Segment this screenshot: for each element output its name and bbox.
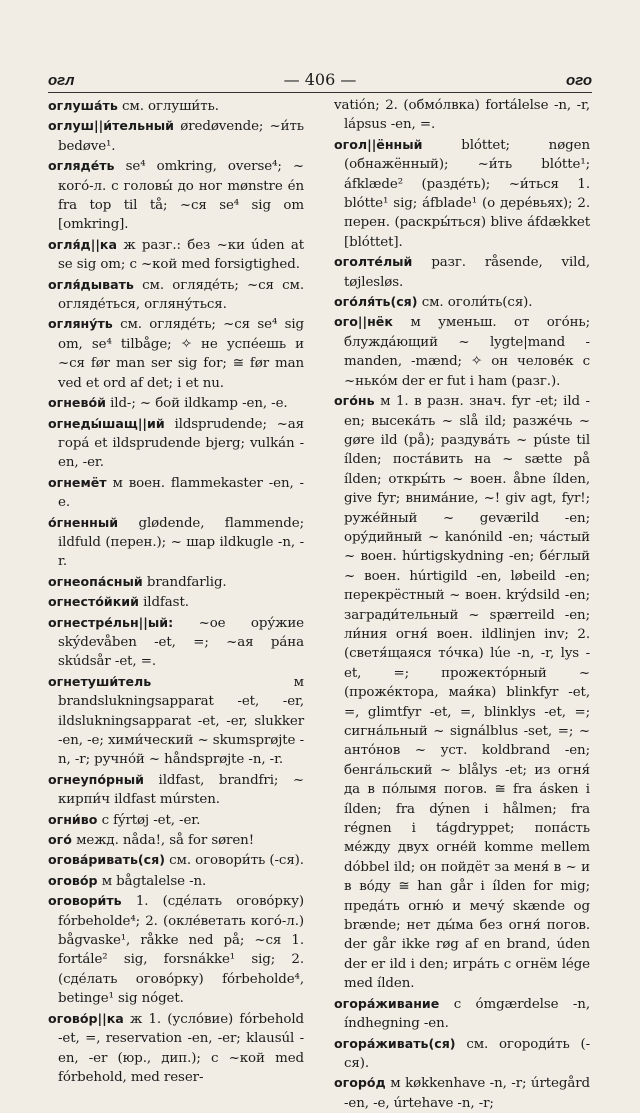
header-left-guideword: огл xyxy=(48,72,75,89)
page-number: — 406 — xyxy=(283,70,357,89)
entry-headword: оглуш||и́тельный xyxy=(48,118,175,134)
header-right-guideword: ого xyxy=(566,72,592,89)
dictionary-entry xyxy=(48,393,304,413)
dictionary-entry xyxy=(48,672,304,770)
dictionary-entry xyxy=(48,1009,304,1088)
entry-headword: огова́ривать(ся) xyxy=(48,852,165,868)
page-header xyxy=(48,66,592,92)
dictionary-entry xyxy=(334,1073,590,1113)
dictionary-entry xyxy=(48,613,304,672)
entry-definition: øredøvende; ~и́ть bedøve¹. xyxy=(58,119,304,154)
entry-definition: glødende, flammende; ildfuld (перен.); ~ шар ildkugle -n, -r. xyxy=(58,515,304,570)
entry-headword: огово́р xyxy=(48,872,98,888)
entry-definition: см. оговори́ть (-ся). xyxy=(169,853,304,869)
entry-definition: разг. råsende, vild, tøjlesløs. xyxy=(344,255,590,290)
entry-definition: см. оглуши́ть. xyxy=(121,99,219,114)
entry-definition: ild-; ~ бой ildkamp -en, -e. xyxy=(110,396,288,412)
entry-definition: м brandslukningsapparat -et, -er, ildslukningsapparat -et, -er, slukker -en, -e; хими́ческий ~ skumsprøjte -n, -r; ручно́й ~ håndsprøjte -n, -r. xyxy=(58,674,304,768)
entry-headword: огнеупо́рный xyxy=(48,771,144,787)
entry-definition: ildsprudende; ~ая гора́ et ildsprudende bjerg; vulkán -en, -er. xyxy=(58,416,304,471)
entry-headword: огляде́ть xyxy=(48,158,115,174)
dictionary-entry xyxy=(48,314,304,393)
right-column xyxy=(334,96,590,1111)
entry-definition: ildfast, brandfri; ~ кирпи́ч ildfast múrsten. xyxy=(58,772,304,808)
entry-definition: с ómgærdelse -n, índhegning -en. xyxy=(344,996,590,1032)
dictionary-entry xyxy=(48,830,304,850)
entry-definition: м уменьш. от ого́нь; блужда́ющий ~ lygte|mand -manden, -mænd; ✧ он челове́к с ~нько́м der er fut i ham (разг.). xyxy=(344,315,590,389)
entry-headword: оглуша́ть xyxy=(48,98,118,113)
dictionary-entry xyxy=(48,513,304,572)
entry-definition: 1. (сде́лать огово́рку) fórbeholde⁴; 2. (окле́ветать кого́-л.) bågvaske¹, råkke ned på; ~ся 1. fortále² sig, forsnákke¹ sig; 2. (сде́лать огово́рку) fórbeholde⁴, betinge¹ sig nóget. xyxy=(58,894,304,1007)
entry-definition: м køkkenhave -n, -r; úrtegård -en, -e, úrtehave -n, -r; xyxy=(344,1076,590,1111)
dictionary-entry xyxy=(48,96,304,116)
dictionary-entry xyxy=(48,414,304,473)
entry-headword: огол||ённый xyxy=(334,136,423,152)
entry-headword: огнеопа́сный xyxy=(48,573,143,589)
dictionary-entry xyxy=(334,1034,590,1074)
entry-definition: ж 1. (усло́вие) fórbehold -et, =, reservation -en, -er; klausúl -en, -er (юр., дип.); с ~кой med fórbehold, med reser- xyxy=(58,1011,304,1085)
dictionary-entry xyxy=(48,473,304,513)
entry-definition: ildfast. xyxy=(143,595,189,611)
entry-headword: огоро́д xyxy=(334,1075,386,1091)
dictionary-entry xyxy=(48,891,304,1008)
entry-definition: с fýrtøj -et, -er. xyxy=(101,812,201,828)
dictionary-entry xyxy=(334,252,590,292)
entry-definition: brandfarlig. xyxy=(146,574,227,590)
entry-headword: огнестре́льн||ый: xyxy=(48,614,174,630)
entry-headword: огнесто́йкий xyxy=(48,594,139,610)
dictionary-entry xyxy=(334,994,590,1034)
dictionary-entry xyxy=(334,292,590,312)
entry-definition: см. огляде́ть; ~ся se⁴ sig om, se⁴ tilbåge; ✧ не успе́ешь и ~ся før man ser sig for; ≅ før man ved et ord af det; i et nu. xyxy=(58,317,304,391)
entry-headword: огля́д||ка xyxy=(48,236,117,252)
dictionary-entry xyxy=(48,592,304,612)
dictionary-entry xyxy=(48,810,304,830)
entry-definition: se⁴ omkring, overse⁴; ~ кого́-л. с головы́ до ног mønstre én fra top til tå; ~ся se⁴ sig om [omkring]. xyxy=(58,159,304,233)
entry-headword: ого́нь xyxy=(334,393,375,409)
entry-headword: оголте́лый xyxy=(334,254,413,270)
entry-headword: оговори́ть xyxy=(48,893,122,909)
entry-headword: огляну́ть xyxy=(48,316,113,332)
entry-definition: м 1. в разн. знач. fyr -et; ild -en; высека́ть ~ slå ild; разже́чь ~ gøre ild (på); раздува́ть ~ púste til ílden; поста́вить на ~ sætte på ílden; откры́ть ~ воен. åbne ílden, give fyr; внима́ние, ~! giv agt, fyr!; руже́йный ~ geværild -en; ору́дийный ~ kanónild -en; ча́стый ~ воен. húrtigskydning -en; бе́глый ~ воен. húrtigild -en, løbeild -en; перекрёстный ~ воен. krýdsild -en; загради́тельный ~ spærreild -en; ли́ния огня́ воен. ildlinjen inv; 2. (светя́щаяся то́чка) lúe -n, -r, lys -et, =; прожекто́рный ~ (проже́ктора, мая́ка) blinkfyr -et, =, glimtfyr -et, =, blinklys -et, =; сигна́льный ~ signálblus -set, =; ~ анто́нов ~ уст. koldbrand -en; бенга́льский ~ blålys -et; из огня́ да в по́лымя погов. ≅ fra ásken i ílden; fra dýnen i hålmen; fra régnen i tágdryppet; попа́сть ме́жду двух огне́й komme mellem dóbbel ild; он пойдёт за меня́ в ~ и в во́ду ≅ han går i ílden for mig; преда́ть огню́ и мечу́ skænde og brænde; нет ды́ма без огня́ погов. der går ikke røg af en brand, úden der er ild i den; игра́ть с огнём lége med ílden. xyxy=(344,394,590,992)
dictionary-entry xyxy=(48,770,304,810)
entry-definition: м воен. flammekaster -en, -e. xyxy=(58,475,304,511)
entry-headword: ого́ля́ть(ся) xyxy=(334,294,418,310)
entry-headword: ого||нёк xyxy=(334,314,393,330)
entry-definition: ж разг.: без ~ки úden at se sig om; с ~кой med forsigtighed. xyxy=(58,237,304,273)
entry-headword: ого́ xyxy=(48,832,72,848)
dictionary-entry xyxy=(334,96,590,135)
dictionary-entry xyxy=(48,850,304,870)
dictionary-entry xyxy=(334,135,590,252)
entry-headword: огни́во xyxy=(48,811,98,827)
entry-headword: огнево́й xyxy=(48,395,106,411)
entry-headword: огора́живать(ся) xyxy=(334,1035,456,1051)
entry-definition: см. огляде́ть; ~ся см. огляде́ться, огляну́ться. xyxy=(58,277,304,313)
entry-definition: см. огороди́ть (-ся). xyxy=(344,1036,590,1071)
entry-headword: о́гненный xyxy=(48,514,119,530)
dictionary-entry xyxy=(48,156,304,235)
dictionary-entry xyxy=(48,572,304,592)
dictionary-entry xyxy=(334,312,590,391)
dictionary-entry xyxy=(48,275,304,315)
entry-headword: огнетуши́тель xyxy=(48,673,152,689)
entry-headword: огнеды́шащ||ий xyxy=(48,415,165,431)
entry-definition: межд. nåda!, så for søren! xyxy=(76,833,254,849)
entry-definition: м bågtalelse -n. xyxy=(101,873,207,889)
entry-headword: огора́живание xyxy=(334,995,440,1011)
entry-definition: vatión; 2. (обмо́лвка) fortálelse -n, -r, lápsus -en, =. xyxy=(334,98,590,133)
entry-definition: ~ое ору́жие skýdevåben -et, =; ~ая ра́на skúdsår -et, =. xyxy=(58,615,304,670)
entry-headword: огово́р||ка xyxy=(48,1010,124,1026)
dictionary-entry xyxy=(48,116,304,156)
dictionary-entry xyxy=(334,391,590,994)
dictionary-entry xyxy=(48,871,304,891)
dictionary-entry xyxy=(48,235,304,275)
entry-definition: blóttet; nøgen (обнажённый); ~и́ть blótte¹; áfklæde² (разде́ть); ~и́ться 1. blótte¹ sig; áfblade¹ (о дере́вьях); 2. перен. (раскры́ться) blive áfdækket [blóttet]. xyxy=(344,137,590,250)
entry-definition: см. оголи́ть(ся). xyxy=(421,295,533,311)
header-rule xyxy=(48,92,592,93)
left-column xyxy=(48,96,304,1085)
entry-headword: огнемёт xyxy=(48,474,107,490)
entry-headword: огля́дывать xyxy=(48,276,134,292)
